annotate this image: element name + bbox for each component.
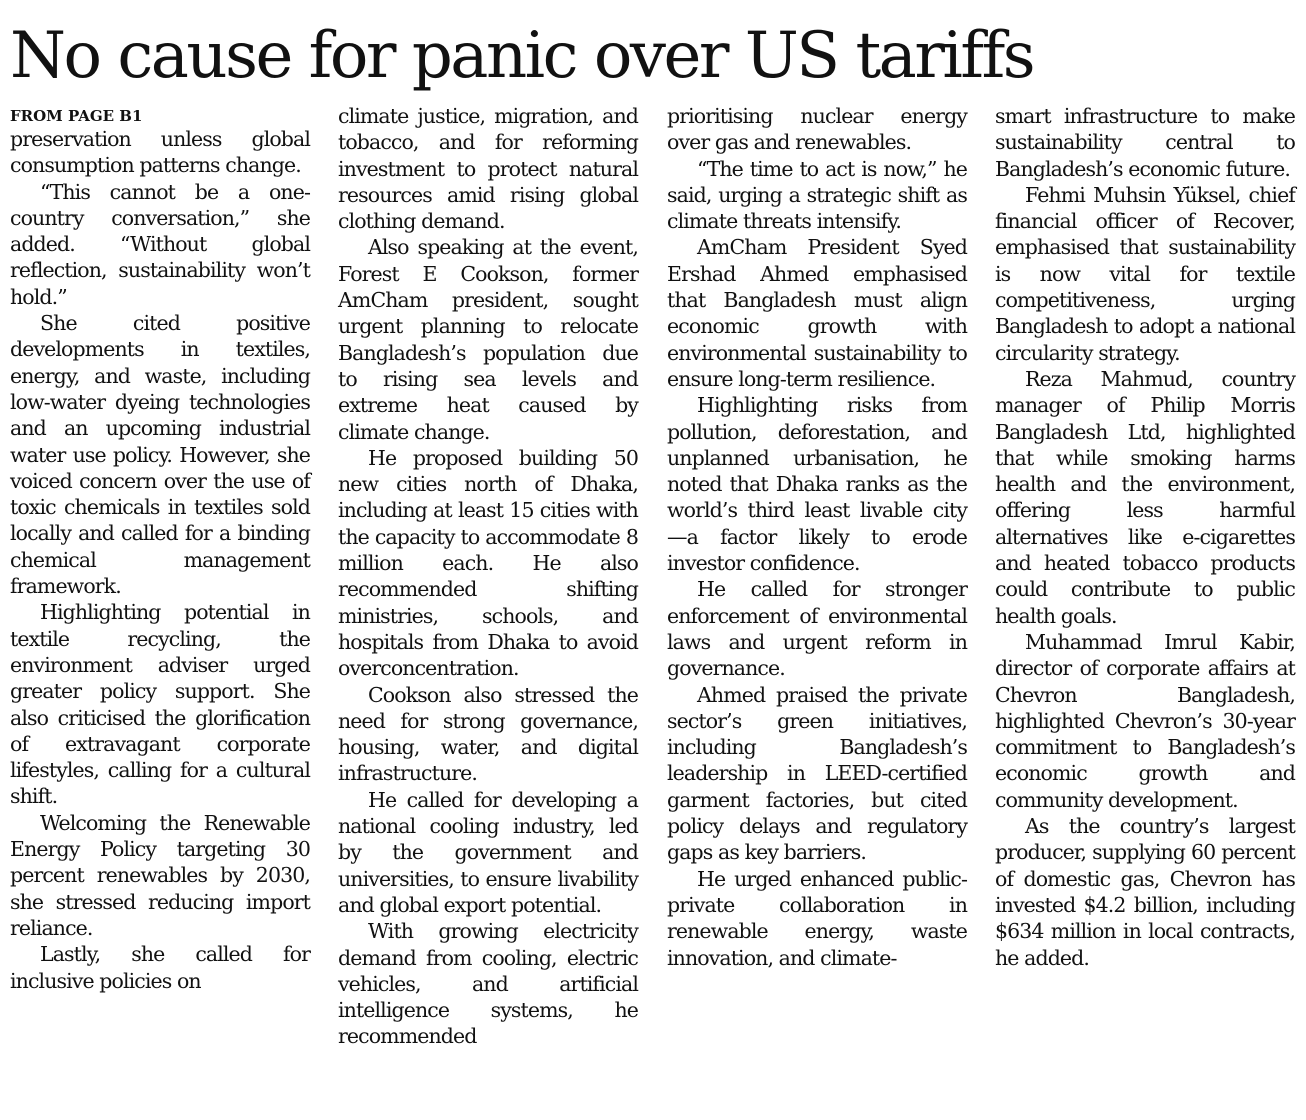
paragraph: Highlighting risks from pollution, deforestation, and unplanned urbanisation, he noted that Dhaka ranks as the world’s third least livable city—a factor likely to erode investor confidence. [667,393,967,576]
paragraph: He called for developing a national cooling industry, led by the government and universities, to ensure livability and global export potential. [338,787,638,917]
article-column-4 [995,103,1295,971]
paragraph: Welcoming the Renewable Energy Policy targeting 30 percent renewables by 2030, she stressed reducing import reliance. [10,810,310,940]
headline: No cause for panic over US tariffs [10,19,1034,93]
paragraph: With growing electricity demand from cooling, electric vehicles, and artificial intelligence systems, he recommended [338,919,638,1049]
paragraph: climate justice, migration, and tobacco, and for reforming investment to protect natural resources amid rising global clothing demand. [338,104,638,234]
paragraph: prioritising nuclear energy over gas and renewables. [667,104,967,155]
paragraph: preservation unless global consumption patterns change. [10,127,310,178]
paragraph: Muhammad Imrul Kabir, director of corporate affairs at Chevron Bangladesh, highlighted Chevron’s 30-year commitment to Bangladesh’s economic growth and community development. [995,629,1295,812]
paragraph: Ahmed praised the private sector’s green initiatives, including Bangladesh’s leadership in LEED-certified garment factories, but cited policy delays and regulatory gaps as key barriers. [667,682,967,865]
paragraph: “This cannot be a one-country conversation,” she added. “Without global reflection, sustainability won’t hold.” [10,179,310,309]
article-column-2 [338,103,638,1050]
paragraph: AmCham President Syed Ershad Ahmed emphasised that Bangladesh must align economic growth with environmental sustainability to ensure long-term resilience. [667,235,967,391]
paragraph: He proposed building 50 new cities north of Dhaka, including at least 15 cities with the capacity to accommodate 8 million each. He also recommended shifting ministries, schools, and hospitals from Dhaka to avoid overconcentration. [338,445,638,681]
paragraph: Reza Mahmud, country manager of Philip Morris Bangladesh Ltd, highlighted that while smoking harms health and the environment, offering less harmful alternatives like e-cigarettes and heated tobacco products could contribute to public health goals. [995,366,1295,628]
paragraph: “The time to act is now,” he said, urging a strategic shift as climate threats intensify. [667,156,967,234]
paragraph: Highlighting potential in textile recycling, the environment adviser urged greater policy support. She also criticised the glorification of extravagant corporate lifestyles, calling for a cultural shift. [10,600,310,809]
paragraph: Also speaking at the event, Forest E Cookson, former AmCham president, sought urgent planning to relocate Bangladesh’s population due to rising sea levels and extreme heat caused by climate change. [338,235,638,444]
paragraph: As the country’s largest producer, supplying 60 percent of domestic gas, Chevron has invested $4.2 billion, including $634 million in local contracts, he added. [995,814,1295,970]
paragraph: He called for stronger enforcement of environmental laws and urgent reform in governance. [667,577,967,681]
paragraph: She cited positive developments in textiles, energy, and waste, including low-water dyeing technologies and an upcoming industrial water use policy. However, she voiced concern over the use of toxic chemicals in textiles sold locally and called for a binding chemical management framework. [10,311,310,599]
paragraph: Fehmi Muhsin Yüksel, chief financial officer of Recover, emphasised that sustainability is now vital for textile competitiveness, urging Bangladesh to adopt a national circularity strategy. [995,182,1295,365]
article-column-1 [10,103,310,994]
paragraph: Cookson also stressed the need for strong governance, housing, water, and digital infrastructure. [338,682,638,786]
article-column-3 [667,103,967,971]
paragraph: smart infrastructure to make sustainability central to Bangladesh’s economic future. [995,104,1295,181]
jump-label: FROM PAGE B1 [10,107,143,125]
paragraph: He urged enhanced public-private collaboration in renewable energy, waste innovation, and climate- [667,866,967,970]
paragraph: Lastly, she called for inclusive policies on [10,942,310,993]
